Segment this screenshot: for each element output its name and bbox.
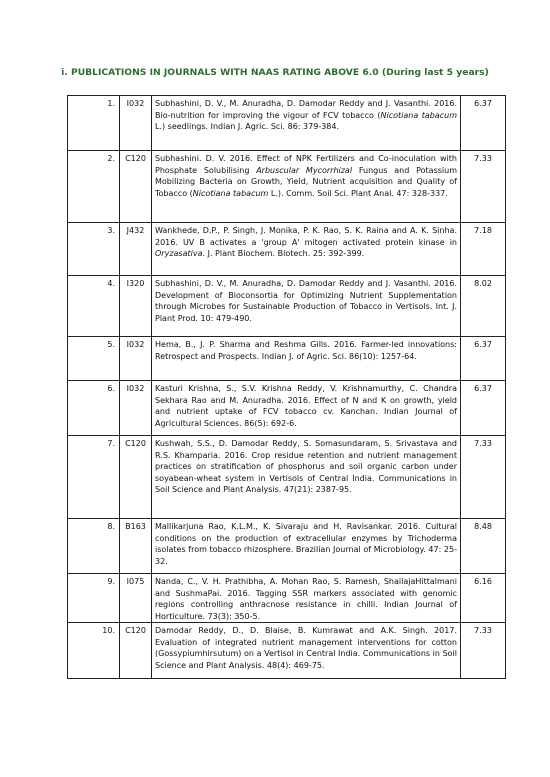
serial-number: 8.: [68, 519, 120, 574]
citation-italic-text: Oryzasativa: [155, 249, 203, 258]
journal-code: I320: [120, 276, 152, 337]
serial-number: 10.: [68, 623, 120, 679]
table-row: [68, 223, 506, 276]
journal-code: I032: [120, 337, 152, 381]
table-row: [68, 574, 506, 623]
journal-code: I032: [120, 96, 152, 151]
citation-italic-text: Nicotiana tabacum: [380, 110, 458, 120]
naas-rating: 6.37: [461, 381, 506, 436]
journal-code: C120: [120, 623, 152, 679]
naas-rating: 7.18: [461, 223, 506, 276]
serial-number: 1.: [68, 96, 120, 151]
citation-italic-text: Arbuscular Mycorrhizal: [256, 165, 353, 175]
citation-text: Hema, B., J. P. Sharma and Reshma Gills. 2016. Farmer-led innovations: Retrospect and Prospects. Indian J. of Agric. Sci. 86(10): 1257-64.: [155, 340, 457, 361]
citation: [152, 276, 461, 337]
citation-text: Subhashini. D. V. 2016. Effect of NPK Fertilizers and Co-inoculation with Phosphate Solubilising: [155, 154, 457, 175]
serial-number: 5.: [68, 337, 120, 381]
naas-rating: 8.02: [461, 276, 506, 337]
table-row: [68, 436, 506, 519]
journal-code: J432: [120, 223, 152, 276]
naas-rating: 7.33: [461, 436, 506, 519]
citation: [152, 519, 461, 574]
citation-text: Kasturi Krishna, S., S.V. Krishna Reddy, V. Krishnamurthy, C. Chandra Sekhara Rao and M. Anuradha. 2016. Effect of N and K on growth, yield and nutrient uptake of FCV tobacco cv. Kanchan. Indian Journal of Agricultural Sciences. 86(5): 692-6.: [155, 384, 457, 428]
serial-number: 3.: [68, 223, 120, 276]
naas-rating: 6.16: [461, 574, 506, 623]
journal-code: I075: [120, 574, 152, 623]
citation: [152, 337, 461, 381]
citation-text: Fungus and Potassium Mobilizing Bacteria on Growth, Yield, Nutrient acquisition and Quality of Tobacco (: [155, 165, 457, 198]
citation: [152, 623, 461, 679]
naas-rating: 6.37: [461, 96, 506, 151]
citation-text: L.) seedlings. Indian J. Agric. Sci. 86: 379-384.: [155, 122, 340, 131]
serial-number: 9.: [68, 574, 120, 623]
citation: [152, 151, 461, 223]
publications-table: [67, 95, 506, 679]
citation: [152, 574, 461, 623]
table-row: [68, 519, 506, 574]
citation: [152, 436, 461, 519]
citation-text: Damodar Reddy, D., D. Blaise, B. Kumrawat and A.K. Singh. 2017. Evaluation of integrated nutrient management interventions for cotton (Gossypiumhirsutum) on a Vertisol in Central India. Communications in Soil Science and Plant Analysis. 48(4): 469-75.: [155, 626, 457, 670]
citation-text: Subhashini, D. V., M. Anuradha, D. Damodar Reddy and J. Vasanthi. 2016. Bio-nutrition for improving the vigour of FCV tobacco (: [155, 99, 457, 120]
citation-text: Subhashini, D. V., M. Anuradha, D. Damodar Reddy and J. Vasanthi. 2016. Development of Bioconsortia for Optimizing Nutrient Supplementation through Microbes for Sustainable Production of Tobacco in Vertisols. Int. J. Plant Prod. 10: 479-490.: [155, 279, 457, 323]
citation-text: Kushwah, S.S., D. Damodar Reddy, S. Somasundaram, S. Srivastava and R.S. Khamparia. 2016. Crop residue retention and nutrient management practices on stratification of phosphorus and soil organic carbon under soyabean-wheat system in Vertisols of Central India. Communications in Soil Science and Plant Analysis. 47(21): 2387-95.: [155, 439, 457, 494]
serial-number: 2.: [68, 151, 120, 223]
citation: [152, 381, 461, 436]
table-row: [68, 337, 506, 381]
serial-number: 7.: [68, 436, 120, 519]
citation-text: L.). Comm. Soil Sci. Plant Anal. 47: 328-337.: [268, 188, 448, 198]
table-row: [68, 381, 506, 436]
citation-italic-text: Nicotiana tabacum: [192, 188, 269, 198]
journal-code: B163: [120, 519, 152, 574]
citation: [152, 96, 461, 151]
table-row: [68, 96, 506, 151]
table-row: [68, 623, 506, 679]
citation-text: Wankhede, D.P., P. Singh, J. Monika, P. K. Rao, S. K. Raina and A. K. Sinha. 2016. UV B activates a 'group A' mitogen activated protein kinase in: [155, 226, 457, 247]
table-row: [68, 151, 506, 223]
serial-number: 6.: [68, 381, 120, 436]
section-heading: i. PUBLICATIONS IN JOURNALS WITH NAAS RATING ABOVE 6.0 (During last 5 years): [61, 67, 489, 78]
naas-rating: 8.48: [461, 519, 506, 574]
citation-text: . J. Plant Biochem. Biotech. 25: 392-399.: [202, 249, 365, 258]
naas-rating: 6.37: [461, 337, 506, 381]
citation-text: Nanda, C., V. H. Prathibha, A. Mohan Rao, S. Ramesh, ShailajaHittalmani and SushmaPai. 2016. Tagging SSR markers associated with genomic regions controlling anthracnose resistance in chilli. Indian Journal of Horticulture. 73(3): 350-5.: [155, 577, 457, 621]
serial-number: 4.: [68, 276, 120, 337]
publications-table-body: [68, 96, 506, 679]
table-row: [68, 276, 506, 337]
citation-text: Mallikarjuna Rao, K.L.M., K. Sivaraju and H. Ravisankar. 2016. Cultural conditions on the production of extracellular enzymes by Trichoderma isolates from tobacco rhizosphere. Brazilian Journal of Microbiology. 47: 25-32.: [155, 522, 457, 566]
journal-code: I032: [120, 381, 152, 436]
journal-code: C120: [120, 151, 152, 223]
naas-rating: 7.33: [461, 623, 506, 679]
naas-rating: 7.33: [461, 151, 506, 223]
journal-code: C120: [120, 436, 152, 519]
citation: [152, 223, 461, 276]
